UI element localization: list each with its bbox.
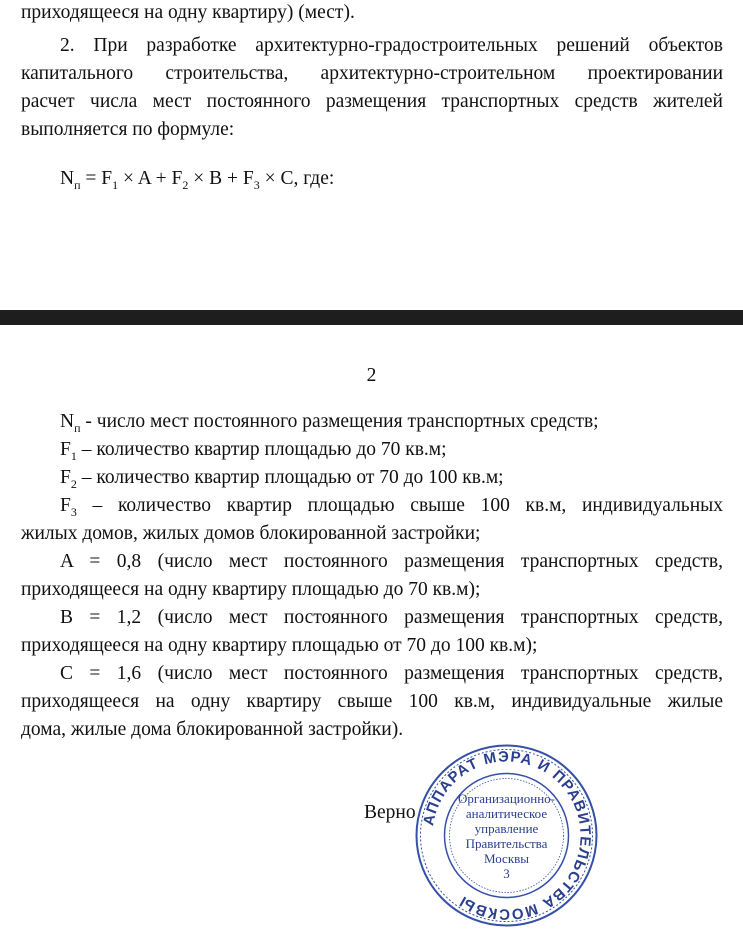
definition-f2: $F_2$ – количество квартир площадью от 70 до 100 кв.м; (60, 467, 504, 491)
paragraph-line: 2. При разработке архитектурно-градостроительных решений объектов (60, 35, 723, 56)
page-number: 2 (366, 365, 377, 386)
paragraph-line: приходящееся на одну квартиру площадью до 70 кв.м); (21, 579, 481, 600)
verno-label: Верно (364, 802, 416, 823)
formula: $N_п = F_1 \times A + F_2 \times B + F_3 \times C$, где: (60, 168, 335, 192)
paragraph-line: приходящееся на одну квартиру площадью от 70 до 100 кв.м); (21, 635, 538, 656)
paragraph-line: капитального строительства, архитектурно-строительном проектировании (21, 63, 723, 84)
paragraph-line: дома, жилые дома блокированной застройки). (21, 719, 404, 740)
definition-a: A = 0,8 (число мест постоянного размещения транспортных средств, (60, 551, 723, 572)
paragraph-line: выполняется по формуле: (21, 119, 235, 140)
paragraph-line: приходящееся на одну квартиру) (мест). (21, 2, 355, 23)
definition-c: C = 1,6 (число мест постоянного размещения транспортных средств, (60, 663, 723, 684)
svg-text:АППАРАТ МЭРА И ПРАВИТЕЛЬСТВА М: АППАРАТ МЭРА И ПРАВИТЕЛЬСТВА МОСКВЫ (420, 748, 594, 923)
definition-f3: $F_3$ – количество квартир площадью свыше 100 кв.м, индивидуальных (60, 495, 723, 519)
stamp-inner-text: Организационно- аналитическое управление Правительства Москвы 3 (458, 791, 555, 881)
paragraph-line: жилых домов, жилых домов блокированной застройки; (21, 523, 481, 544)
definition-np: $N_п$ - число мест постоянного размещения транспортных средств; (60, 411, 599, 435)
paragraph-line: приходящееся на одну квартиру свыше 100 кв.м, индивидуальные жилые (21, 691, 723, 712)
paragraph-line: расчет числа мест постоянного размещения транспортных средств жителей (21, 91, 723, 112)
page-separator (0, 310, 743, 325)
definition-b: B = 1,2 (число мест постоянного размещения транспортных средств, (60, 607, 723, 628)
definition-f1: $F_1$ – количество квартир площадью до 70 кв.м; (60, 439, 447, 463)
official-stamp (414, 743, 599, 928)
